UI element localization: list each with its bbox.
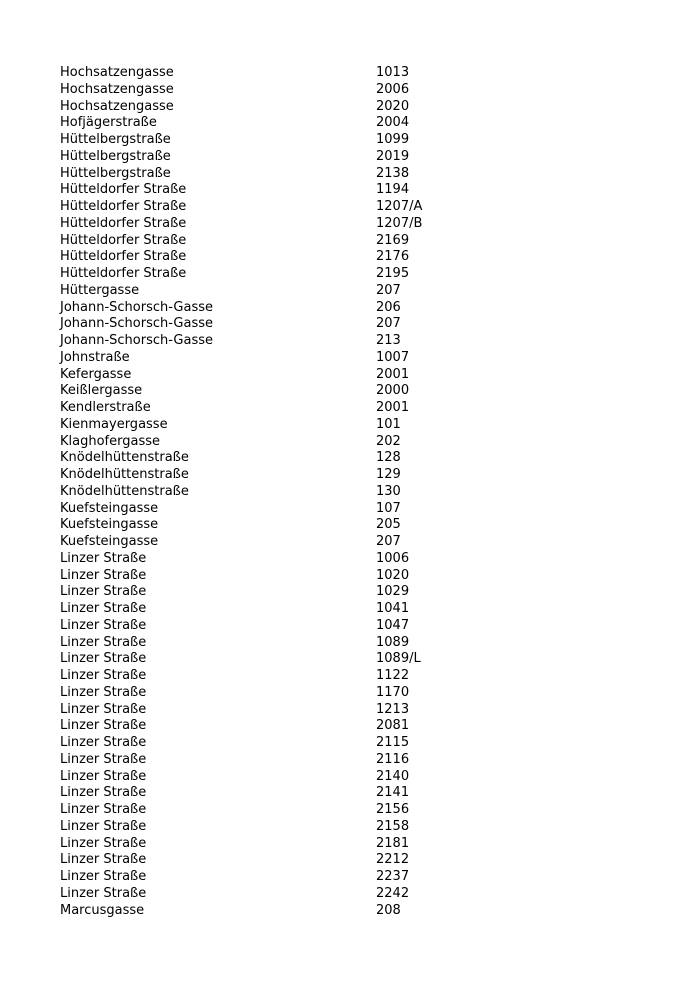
- house-number: 1089/L: [376, 651, 421, 667]
- list-item: [60, 601, 660, 618]
- house-number: 2116: [376, 751, 410, 767]
- house-number: 208: [376, 902, 401, 918]
- house-number: 2000: [376, 383, 410, 399]
- house-number: 128: [376, 450, 401, 466]
- street-name: Linzer Straße: [60, 718, 147, 734]
- house-number: 2001: [376, 400, 410, 415]
- street-name: Knödelhüttenstraße: [60, 483, 189, 499]
- street-name: Kefergasse: [60, 366, 132, 382]
- list-item: [60, 651, 660, 668]
- street-name: Kuefsteingasse: [60, 517, 159, 533]
- house-number: 2001: [376, 366, 410, 382]
- list-item: [60, 333, 660, 350]
- list-item: [60, 417, 660, 434]
- street-name: Linzer Straße: [60, 885, 147, 901]
- house-number: 2158: [376, 818, 410, 834]
- list-item: [60, 132, 660, 149]
- street-name: Hütteldorfer Straße: [60, 199, 187, 214]
- street-name: Hofjägerstraße: [60, 115, 157, 131]
- street-name: Linzer Straße: [60, 651, 147, 667]
- house-number: 130: [376, 483, 401, 499]
- list-item: [60, 166, 660, 183]
- street-name: Linzer Straße: [60, 735, 147, 750]
- house-number: 2141: [376, 785, 410, 801]
- house-number: 101: [376, 416, 401, 432]
- street-name: Linzer Straße: [60, 835, 147, 851]
- house-number: 2081: [376, 718, 410, 734]
- list-item: [60, 702, 660, 719]
- house-number: 2176: [376, 249, 410, 265]
- list-item: [60, 836, 660, 853]
- list-item: [60, 383, 660, 400]
- list-item: [60, 568, 660, 585]
- house-number: 2138: [376, 165, 410, 181]
- street-name: Hochsatzengasse: [60, 81, 174, 97]
- list-item: [60, 199, 660, 216]
- list-item: [60, 216, 660, 233]
- street-name: Linzer Straße: [60, 701, 147, 717]
- list-item: [60, 450, 660, 467]
- list-item: [60, 400, 660, 417]
- list-item: [60, 65, 660, 82]
- list-item: [60, 82, 660, 99]
- house-number: 1170: [376, 684, 410, 700]
- street-name: Linzer Straße: [60, 617, 147, 633]
- street-name: Kuefsteingasse: [60, 500, 159, 516]
- house-number: 213: [376, 333, 401, 348]
- list-item: [60, 551, 660, 568]
- list-item: [60, 249, 660, 266]
- street-name: Hütteldorfer Straße: [60, 249, 187, 265]
- list-item: [60, 886, 660, 903]
- list-item: [60, 99, 660, 116]
- list-item: [60, 283, 660, 300]
- list-item: [60, 115, 660, 132]
- house-number: 1194: [376, 182, 410, 198]
- street-name: Linzer Straße: [60, 802, 147, 817]
- house-number: 2004: [376, 115, 410, 131]
- house-number: 207: [376, 282, 401, 298]
- street-name: Linzer Straße: [60, 601, 147, 616]
- house-number: 1207/B: [376, 215, 423, 231]
- list-item: [60, 852, 660, 869]
- house-number: 1089: [376, 634, 410, 650]
- street-name: Kuefsteingasse: [60, 534, 159, 549]
- house-number: 206: [376, 299, 401, 315]
- street-name: Linzer Straße: [60, 852, 147, 868]
- street-name: Hüttelbergstraße: [60, 148, 171, 164]
- street-name: Linzer Straße: [60, 567, 147, 583]
- house-number: 1020: [376, 567, 410, 583]
- list-item: [60, 635, 660, 652]
- house-number: 202: [376, 433, 401, 449]
- street-name: Linzer Straße: [60, 751, 147, 767]
- house-number: 207: [376, 316, 401, 332]
- list-item: [60, 367, 660, 384]
- street-name: Linzer Straße: [60, 668, 147, 683]
- list-item: [60, 802, 660, 819]
- list-item: [60, 584, 660, 601]
- list-item: [60, 718, 660, 735]
- street-name: Kendlerstraße: [60, 400, 151, 415]
- house-number: 2019: [376, 148, 410, 164]
- street-name: Knödelhüttenstraße: [60, 467, 189, 482]
- street-name: Hütteldorfer Straße: [60, 182, 187, 198]
- house-number: 2181: [376, 835, 410, 851]
- street-name: Johann-Schorsch-Gasse: [60, 333, 214, 348]
- street-name: Linzer Straße: [60, 584, 147, 600]
- house-number: 2156: [376, 802, 410, 817]
- list-item: [60, 685, 660, 702]
- street-name: Hochsatzengasse: [60, 65, 174, 80]
- street-name: Hüttelbergstraße: [60, 165, 171, 181]
- house-number: 1041: [376, 601, 410, 616]
- house-number: 2242: [376, 885, 410, 901]
- street-name: Johann-Schorsch-Gasse: [60, 299, 214, 315]
- list-item: [60, 300, 660, 317]
- house-number: 2212: [376, 852, 410, 868]
- street-name: Linzer Straße: [60, 550, 147, 566]
- street-name: Hütteldorfer Straße: [60, 215, 187, 231]
- house-number: 107: [376, 500, 401, 516]
- house-number: 205: [376, 517, 401, 533]
- house-number: 2115: [376, 735, 410, 750]
- house-number: 2020: [376, 98, 410, 114]
- street-name: Knödelhüttenstraße: [60, 450, 189, 466]
- street-name: Linzer Straße: [60, 768, 147, 784]
- house-number: 1122: [376, 668, 410, 683]
- list-item: [60, 618, 660, 635]
- address-list: [60, 65, 660, 919]
- list-item: [60, 149, 660, 166]
- house-number: 1099: [376, 132, 410, 147]
- street-name: Linzer Straße: [60, 818, 147, 834]
- street-name: Linzer Straße: [60, 684, 147, 700]
- house-number: 1213: [376, 701, 410, 717]
- street-name: Linzer Straße: [60, 869, 147, 884]
- house-number: 2006: [376, 81, 410, 97]
- list-item: [60, 869, 660, 886]
- house-number: 2140: [376, 768, 410, 784]
- list-item: [60, 266, 660, 283]
- list-item: [60, 785, 660, 802]
- list-item: [60, 752, 660, 769]
- list-item: [60, 819, 660, 836]
- list-item: [60, 769, 660, 786]
- house-number: 1207/A: [376, 199, 423, 214]
- street-name: Hochsatzengasse: [60, 98, 174, 114]
- list-item: [60, 534, 660, 551]
- street-name: Hüttelbergstraße: [60, 132, 171, 147]
- street-name: Klaghofergasse: [60, 433, 161, 449]
- list-item: [60, 182, 660, 199]
- list-item: [60, 316, 660, 333]
- house-number: 2237: [376, 869, 410, 884]
- list-item: [60, 434, 660, 451]
- street-name: Marcusgasse: [60, 902, 145, 918]
- list-item: [60, 484, 660, 501]
- street-name: Hütteldorfer Straße: [60, 266, 187, 281]
- list-item: [60, 467, 660, 484]
- street-name: Hütteldorfer Straße: [60, 232, 187, 248]
- list-item: [60, 903, 660, 920]
- house-number: 1006: [376, 550, 410, 566]
- list-item: [60, 668, 660, 685]
- house-number: 1007: [376, 349, 410, 365]
- house-number: 1029: [376, 584, 410, 600]
- house-number: 2195: [376, 266, 410, 281]
- street-name: Johnstraße: [60, 349, 130, 365]
- house-number: 2169: [376, 232, 410, 248]
- house-number: 129: [376, 467, 401, 482]
- street-name: Keißlergasse: [60, 383, 143, 399]
- street-name: Linzer Straße: [60, 634, 147, 650]
- street-name: Hüttergasse: [60, 282, 140, 298]
- list-item: [60, 735, 660, 752]
- house-number: 1013: [376, 65, 410, 80]
- list-item: [60, 517, 660, 534]
- list-item: [60, 233, 660, 250]
- house-number: 207: [376, 534, 401, 549]
- street-name: Kienmayergasse: [60, 416, 168, 432]
- list-item: [60, 350, 660, 367]
- list-item: [60, 501, 660, 518]
- street-name: Johann-Schorsch-Gasse: [60, 316, 214, 332]
- house-number: 1047: [376, 617, 410, 633]
- street-name: Linzer Straße: [60, 785, 147, 801]
